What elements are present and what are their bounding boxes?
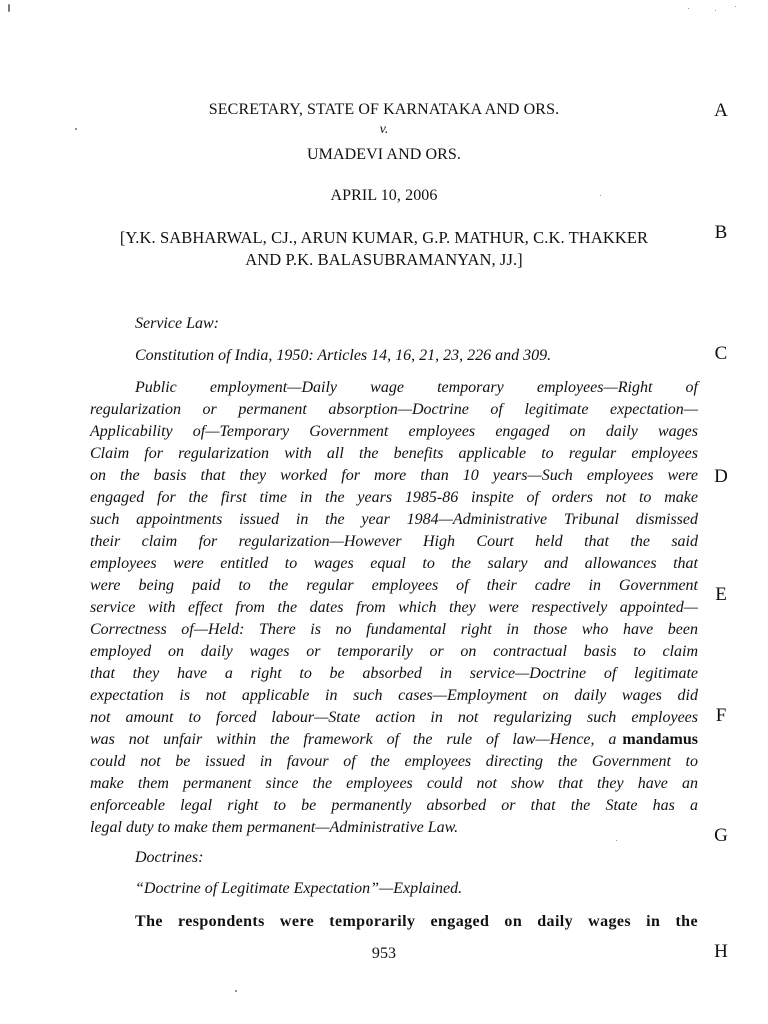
headnote-line: Correctness of—Held: There is no fundamental right in those who have been [90,621,698,638]
headnote-line: employees were entitled to wages equal to the salary and allowances that [90,555,698,572]
headnote-line: that they have a right to be absorbed in service—Doctrine of legitimate [90,665,698,682]
headnote-line: engaged for the first time in the years 1985-86 inspite of orders not to make [90,489,698,506]
headnote-line: such appointments issued in the year 1984—Administrative Tribunal dismissed [90,511,698,528]
scan-speck [235,990,237,992]
margin-letter-e: E [715,584,727,605]
headnote-line-last: legal duty to make them permanent—Administrative Law. [90,819,459,836]
headnote-line: Public employment—Daily wage temporary employees—Right of [135,379,698,396]
scan-speck [616,840,617,841]
scan-speck [600,195,601,196]
margin-letter-h: H [714,941,728,962]
scan-speck [8,4,10,12]
margin-letter-c: C [714,343,728,364]
headnote-line: Applicability of—Temporary Government employees engaged on daily wages [90,423,698,440]
headnote-line: regularization or permanent absorption—Doctrine of legitimate expectation— [90,401,698,418]
mandamus-term: mandamus [622,731,698,748]
headnote-line: their claim for regularization—However High Court held that the said [90,533,698,550]
scan-speck [715,10,716,11]
headnote-line: could not be issued in favour of the employees directing the Government to [90,753,698,770]
headnote-line: expectation is not applicable in such cases—Employment on daily wages did [90,687,698,704]
headnote-line: make them permanent since the employees could not show that they have an [90,775,698,792]
bench-line2: AND P.K. BALASUBRAMANYAN, JJ.] [245,250,523,269]
margin-letter-a: A [714,100,728,121]
headnote-line-text: was not unfair within the framework of the rule of law—Hence, a [90,731,617,748]
headnote-line: were being paid to the regular employees of their cadre in Government [90,577,698,594]
margin-letter-b: B [714,222,728,243]
headnote-line: on the basis that they worked for more than 10 years—Such employees were [90,467,698,484]
doctrine-title: “Doctrine of Legitimate Expectation”—Explained. [135,880,463,897]
margin-letter-g: G [714,825,728,846]
scan-speck [75,128,77,130]
case-title-line1: SECRETARY, STATE OF KARNATAKA AND ORS. [208,101,560,118]
versus-label: v. [379,122,389,137]
case-title-line2: UMADEVI AND ORS. [306,146,462,163]
headnote-line: Claim for regularization with all the benefits applicable to regular employees [90,445,698,462]
constitution-reference: Constitution of India, 1950: Articles 14, 16, 21, 23, 226 and 309. [135,347,552,364]
body-last-line: The respondents were temporarily engaged on daily wages in the [135,913,698,930]
headnote-line: service with effect from the dates from which they were respectively appointed— [90,599,698,616]
page-number: 953 [371,945,397,962]
scan-speck [688,8,689,9]
margin-letter-d: D [714,466,728,487]
headnote-line: enforceable legal right to be permanently absorbed or that the State has a [90,797,698,814]
service-law-heading: Service Law: [135,315,219,332]
headnote-line-mandamus [90,730,698,750]
judgment-date: APRIL 10, 2006 [330,187,438,204]
headnote-line: not amount to forced labour—State action in not regularizing such employees [90,709,698,726]
doctrines-heading: Doctrines: [135,849,204,866]
headnote-line: employed on daily wages or temporarily or on contractual basis to claim [90,643,698,660]
bench-line1: [Y.K. SABHARWAL, CJ., ARUN KUMAR, G.P. MATHUR, C.K. THAKKER [119,228,649,247]
scan-speck [735,6,736,7]
margin-letter-f: F [715,705,727,726]
